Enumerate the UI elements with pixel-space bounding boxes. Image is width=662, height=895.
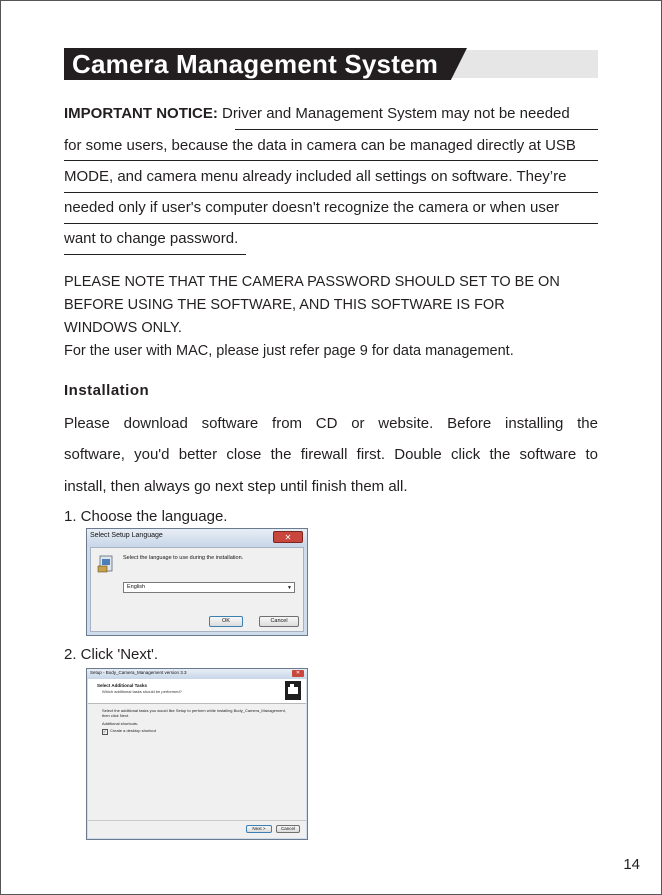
- checkbox-checked-icon: ✓: [103, 729, 107, 734]
- mac-note: For the user with MAC, please just refer page 9 for data management.: [64, 343, 514, 359]
- dialog-instructions: Select the additional tasks you would like Setup to perform while installing Body_Camera_Management, then click Next.: [102, 708, 286, 718]
- notice-line-5: want to change password.: [64, 230, 239, 247]
- cancel-button[interactable]: Cancel: [259, 616, 299, 627]
- installation-line-2: software, you'd better close the firewall first. Double click the software to: [64, 446, 598, 463]
- notice-text-1: Driver and Management System may not be needed: [217, 105, 570, 122]
- dialog-prompt: Select the language to use during the installation.: [123, 555, 244, 561]
- installation-line-1: Please download software from CD or website. Before installing the: [64, 415, 598, 432]
- close-icon[interactable]: ✕: [273, 531, 303, 543]
- installation-heading: Installation: [64, 382, 150, 399]
- notice-line-4: needed only if user's computer doesn't recognize the camera or when user: [64, 199, 560, 216]
- shortcuts-label: Additional shortcuts:: [102, 721, 139, 726]
- dialog-header: [88, 679, 306, 704]
- underline: [64, 160, 598, 161]
- notice-line-1: [64, 104, 570, 124]
- please-note-line-1: PLEASE NOTE THAT THE CAMERA PASSWORD SHOULD SET TO BE ON: [64, 274, 560, 290]
- underline: [64, 192, 598, 193]
- underline: [64, 223, 598, 224]
- page-number: 14: [623, 856, 640, 873]
- setup-icon: [97, 554, 115, 574]
- dialog-heading: Select Additional Tasks: [97, 683, 148, 688]
- language-dialog-screenshot: [86, 528, 308, 636]
- dialog-content: [88, 704, 306, 821]
- ok-button[interactable]: OK: [209, 616, 243, 627]
- dialog-title: Select Setup Language: [90, 532, 163, 539]
- step-2-label: 2. Click 'Next'.: [64, 646, 159, 663]
- underline: [64, 254, 246, 255]
- additional-tasks-dialog-screenshot: [86, 668, 308, 840]
- underline: [235, 129, 598, 130]
- language-select[interactable]: [123, 582, 295, 593]
- installation-line-3: install, then always go next step until finish them all.: [64, 478, 408, 495]
- close-icon[interactable]: ✕: [292, 670, 304, 677]
- dialog-titlebar: [87, 669, 307, 679]
- dialog-title: Setup - Body_Camera_Management version 3.3: [90, 670, 187, 675]
- dialog-footer: [88, 820, 306, 838]
- chevron-down-icon: ▼: [287, 585, 292, 591]
- desktop-shortcut-checkbox[interactable]: ✓ Create a desktop shortcut: [103, 728, 156, 734]
- cancel-button[interactable]: Cancel: [276, 825, 300, 833]
- language-select-value: English: [127, 584, 146, 590]
- dialog-subheading: Which additional tasks should be performed?: [102, 689, 182, 694]
- please-note-line-2: BEFORE USING THE SOFTWARE, AND THIS SOFTWARE IS FOR: [64, 297, 505, 313]
- dialog-titlebar: [87, 529, 307, 547]
- next-button[interactable]: Next >: [246, 825, 272, 833]
- installer-logo-icon: [285, 681, 301, 700]
- notice-line-3: MODE, and camera menu already included all settings on software. They’re: [64, 168, 567, 185]
- page-title: Camera Management System: [72, 49, 439, 79]
- step-1-label: 1. Choose the language.: [64, 508, 228, 525]
- notice-label: IMPORTANT NOTICE:: [64, 105, 218, 122]
- dialog-body: [90, 547, 304, 632]
- please-note-line-3: WINDOWS ONLY.: [64, 320, 182, 336]
- notice-line-2: for some users, because the data in camera can be managed directly at USB: [64, 137, 576, 154]
